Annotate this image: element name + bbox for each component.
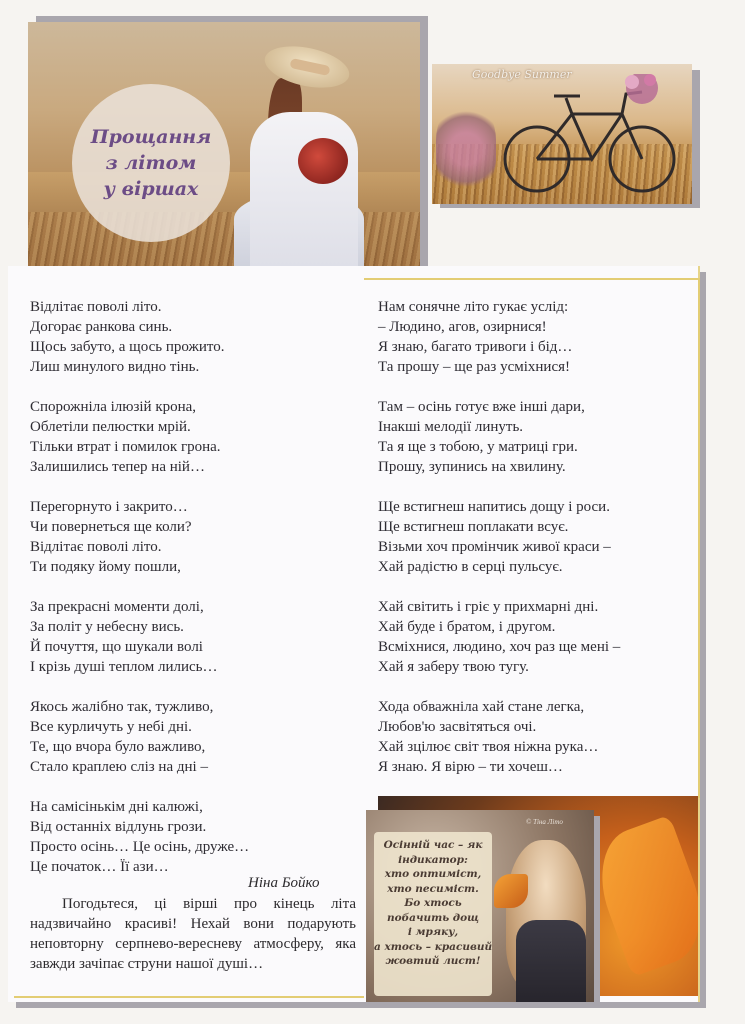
poem-line: Й почуття, що шукали волі [30, 639, 203, 655]
poem-line: Візьми хоч промінчик живої краси – [378, 539, 611, 555]
bike-image [432, 64, 692, 204]
poem-line: Залишились тепер на ній… [30, 459, 205, 475]
poem-line: Те, що вчора було важливо, [30, 739, 206, 755]
poem-line: Догорає ранкова синь. [30, 319, 173, 335]
card-signature: © Тіна Літо [526, 818, 563, 826]
poem-line: Стало краплею сліз на дні – [30, 759, 208, 775]
poem-line: Щось забуто, а щось прожито. [30, 339, 225, 355]
quote-line: жовтий лист! [385, 955, 481, 967]
poem-line: Ти подяку йому пошли, [30, 559, 181, 575]
stanza [378, 697, 698, 777]
quote-line: Осінній час – як [383, 839, 483, 851]
page-title [81, 124, 221, 202]
poem-line: За прекрасні моменти долі, [30, 599, 204, 615]
title-circle [72, 84, 230, 242]
poem-line: Відлітає поволі літо. [30, 539, 162, 555]
stanza [378, 497, 698, 577]
poem-line: І крізь душі теплом лились… [30, 659, 218, 675]
girl-dress [250, 112, 358, 274]
quote-line: хто песиміст. [387, 882, 479, 895]
quote-line: хто оптиміст, [384, 868, 482, 880]
rose-bouquet [298, 138, 348, 184]
quote-line: Бо хтось [404, 897, 462, 909]
closing-paragraph: Погодьтеся, ці вірші про кінець літа надзвичайно красиві! Нехай вони подарують неповторну серпнево-вересневу атмосферу, яка завжди зачіпає струни нашої душі… [30, 896, 356, 972]
poem-line: Лиш минулого видно тінь. [30, 359, 200, 375]
poem-line: Хай я заберу твою тугу. [378, 659, 529, 675]
quote-line: і мряку, [407, 926, 459, 938]
leaf-icon [494, 874, 528, 908]
poem-line: Всміхнися, людино, хоч раз ще мені – [378, 639, 621, 655]
poem-line: Хай радістю в серці пульсує. [378, 559, 563, 575]
poem-line: – Людино, агов, озирнися! [378, 319, 547, 335]
poem-line: Хай світить і гріє у прихмарні дні. [378, 599, 599, 615]
poem-line: Там – осінь готує вже інші дари, [378, 399, 585, 415]
poem-line: Це початок… Її ази… [30, 859, 169, 875]
poem-line: Я знаю. Я вірю – ти хочеш… [378, 759, 563, 775]
girl-coat [516, 920, 586, 1002]
poem-line: Прошу, зупинись на хвилину. [378, 459, 566, 475]
stanza [30, 797, 360, 877]
stanza [378, 297, 698, 377]
poem-right-column [378, 297, 698, 797]
poem-line: Спорожніла ілюзій крона, [30, 399, 197, 415]
bike-caption: Goodbye Summer [472, 68, 572, 81]
poem-line: Хода обважніла хай стане легка, [378, 699, 585, 715]
title-line: Прощання [90, 126, 212, 148]
poem-line: Нам сонячне літо гукає услід: [378, 299, 569, 315]
quote-line: а хтось – красивий [374, 940, 493, 953]
stanza [378, 597, 698, 677]
poem-line: Чи повернеться ще коли? [30, 519, 192, 535]
poem-line: Облетіли пелюстки мрій. [30, 419, 191, 435]
stanza [30, 697, 360, 777]
stanza [30, 297, 360, 377]
quote-card [366, 810, 594, 1002]
stanza [378, 397, 698, 477]
poem-line: Просто осінь… Це осінь, друже… [30, 839, 250, 855]
poem-line: Та прошу – ще раз усміхнися! [378, 359, 570, 375]
poem-line: Перегорнуто і закрито… [30, 499, 188, 515]
poem-line: Інакші мелодії линуть. [378, 419, 524, 435]
poem-line: Все курличуть у небі дні. [30, 719, 192, 735]
stanza [30, 497, 360, 577]
poem-line: Ще встигнеш поплакати всує. [378, 519, 569, 535]
flowers [436, 104, 496, 194]
poem-line: Тільки втрат і помилок грона. [30, 439, 221, 455]
poem-line: Хай зцілює світ твоя ніжна рука… [378, 739, 599, 755]
poem-line: На самісінькім дні калюжі, [30, 799, 203, 815]
stanza [30, 597, 360, 677]
stanza [30, 397, 360, 477]
maple-leaf-icon [585, 815, 698, 977]
poem-line: Я знаю, багато тривоги і бід… [378, 339, 573, 355]
poem-line: Якось жалібно так, тужливо, [30, 699, 214, 715]
title-line: з літом [105, 152, 197, 174]
poem-line: Відлітає поволі літо. [30, 299, 162, 315]
poem-line: Та я ще з тобою, у матриці гри. [378, 439, 578, 455]
gold-rule-bottom [14, 996, 364, 998]
bicycle-icon [492, 74, 682, 199]
gold-rule-top [364, 278, 700, 280]
poem-line: Від останніх відлунь грози. [30, 819, 207, 835]
poem-line: Ще встигнеш напитись дощу і роси. [378, 499, 610, 515]
poem-left-column [30, 297, 360, 897]
hero-image [28, 22, 420, 274]
poem-author: Ніна Бойко [248, 875, 320, 891]
gold-rule-right [698, 278, 700, 798]
poem-line: Хай буде і братом, і другом. [378, 619, 556, 635]
quote-line: індикатор: [398, 853, 468, 866]
quote-line: побачить дощ [386, 911, 480, 924]
poem-line: Любов'ю засвітяться очі. [378, 719, 537, 735]
autumn-quote [374, 832, 492, 996]
title-line: у віршах [103, 178, 199, 200]
poem-line: За політ у небесну вись. [30, 619, 184, 635]
